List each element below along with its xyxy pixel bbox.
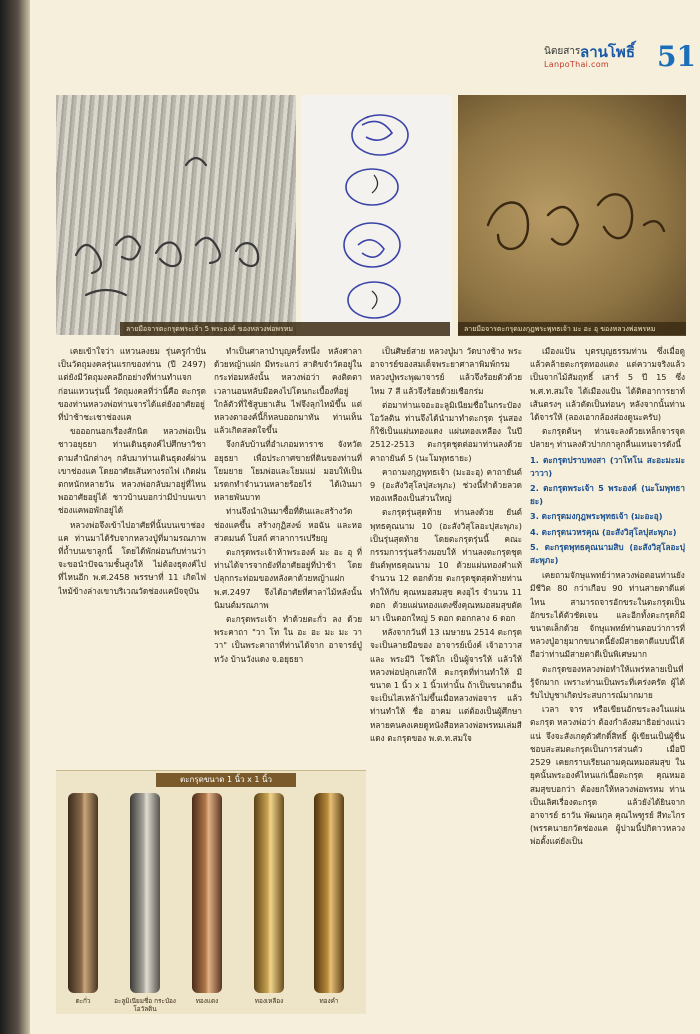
page-number: 51 <box>657 40 696 73</box>
sketch-drawing <box>302 95 452 335</box>
paragraph: ท่านจึงนำเงินมาซื้อที่ดินและสร้างวัดช่องแคขึ้น สร้างกุฏิสงฆ์ หอฉัน และหอสวดมนต์ โบสถ์ ศาลาการเปรียญ <box>214 506 362 543</box>
paragraph: คาถามงกุฎพุทธเจ้า (มะอะอุ) คาถายันต์ 9 (อะสังวิสุโลปุสะพุภะ) ช่วงนี้ทำด้วยลวดทองเหลืองเป็นส่วนใหญ่ <box>370 466 522 504</box>
caption-right: ลายมือจารตะกรุดมงกุฎพระพุทธเจ้า มะ อะ อุ ของหลวงพ่อพรหม <box>458 322 686 336</box>
rod-lead <box>68 793 98 993</box>
text-column-4 <box>530 345 685 1010</box>
paragraph: หลังจากวันที่ 13 เมษายน 2514 ตะกรุดจะเป็นลายมือของ อาจารย์เบ็งค์ เจ้าอาวาส และ พระมีวิ โชติโก เป็นผู้จารให้ แล้วให้หลวงพ่อปลุกเสกให้ ตะกรุดที่ท่านทำให้ มีขนาด 1 นิ้ว x 1 นิ้วเท่านั้น ถ้าเป็นขนาดอื่นจะเป็นไสเหล้าไม่ขึ้นเมื่อหลวงพ่อจาร แล้วท่านทำให้ ชื่อ อาคม แต่ต้องเป็นผู้ศึกษา หลายคนคงเคยดูหนังสือหลวงพ่อพรหมเล่มสีแดง ตะกรุดของ พ.ต.ท.สมใจ <box>370 627 522 743</box>
rod-copper <box>192 793 222 993</box>
paragraph: ตะกรุดพระเจ้าห้าพระองค์ มะ อะ อุ ที่ท่านได้จารจากยังที่อาศัยอยู่ที่ป่าช้า โดยปลุกกระท่อมของหลังคาด้วยหญ้าแฝก พ.ศ.2497 จึงได้อาศัยที่ศาลาไม้หลังนั้นนิมนต์มรณภาพ <box>214 547 362 610</box>
rod-brass <box>254 793 284 993</box>
magazine-label: นิตยสาร <box>544 46 581 57</box>
rod-label: ทองคำ <box>319 997 339 1005</box>
paragraph: เป็นศิษย์สาย หลวงปู่มา วัดบางช้าง พระอาจารย์ของสมเด็จพระยาศาลาพิมพ์กรมหลวงปู่พระพุฒาจารย์ แล้วจึงร้อยตัวด้วยไหม 7 สี แล้วจึงร้อยด้วยเชือกร่ม <box>370 346 522 396</box>
magazine-website: LanpoThai.com <box>544 60 610 69</box>
paragraph: ตะกรุดรุ่นสุดท้าย ท่านลงด้วย ยันต์พุทธคุณนาม 10 (อะสังวิสุโลอะปุสะพุภะ) เป็นรุ่นสุดท้าย โดยตะกรุดรุ่นนี้ คณะกรรมการรุ่นสร้างมอบให้ ท่านลงตะกรุดชุดยันต์พุทธคุณนาม 10 ด้วยแผ่นทองคำแท้จำนวน 12 ดอกด้วย ตะกรุดชุดสุดท้ายท่านทำให้กับ คุณหมอสมสุข คงอุไร จำนวน 11 ดอก ด้วยแผ่นทองแดงซึ่งคุณหมอสมสุขตัดมา เป็นดอกใหญ่ 5 ดอก ดอกกลาง 6 ดอก <box>370 507 522 624</box>
paragraph: จึงกลับบ้านที่อำเภอมหาราช จังหวัดอยุธยา เพื่อประกาศขายที่ดินของท่านที่โยมยาย โยมพ่อและโยมแม่ มอบให้เป็นมรดกทำจำนวนหลายร้อยไร่ ได้เงินมาหลายพันบาท <box>214 439 362 503</box>
paragraph: ตะกรุดต้นๆ ท่านจะลงด้วยเหล็กจารจุดปลายๆ ท่านลงตัวปากกาลูกลื่นแทนจารดังนี้ <box>530 426 685 450</box>
paragraph: เคยเข้าใจว่า แหวนลงยม รุ่นครูกำปั่น เป็นวัตถุมงคลรุ่นแรกของท่าน (ปี 2497) แต่ยังมีวัตถุมงคลอีกอย่างที่ท่านทำแจกก่อนแหวนรุ่นนี้ วัตถุมงคลที่ว่านี้คือ ตะกรุด ของท่านหลวงพ่อท่านจารได้แต่ยังอาศัยอยู่ที่ป่าช้าชะเชาช่องแค <box>58 346 206 423</box>
caption-left: ลายมือจารตะกรุดพระเจ้า 5 พระองค์ ของหลวงพ่อพรหม <box>120 322 450 336</box>
text-column-2 <box>214 345 362 760</box>
magazine-name: ลานโพธิ์ <box>580 43 635 61</box>
inscription-right-drawing <box>458 95 686 335</box>
book-spine <box>0 0 30 1034</box>
paragraph: ตะกรุดของหลวงพ่อทำให้แพร่หลายเป็นที่รู้จักมาก เพราะท่านเป็นพระที่เคร่งครัด ผู้ได้รับไปบูชาเกิดประสบการณ์มากมาย <box>530 663 685 701</box>
rod-aluminium <box>130 793 160 993</box>
paragraph: เมืองแป้น บุตรบุญธรรมท่าน ซึ่งเมื่อดูแล้วคล้ายตะกรุดทองแดง แต่ความจริงแล้วเป็นจากไม้สัมฤทธิ์ เสาร์ 5 ปี 15 ซึ่ง พ.ศ.ท.สมใจ ได้เมืองแป้น ได้ติดอาการยาท์เส้นตรงๆ แล้วตัดเป็นท่อนๆ หลังจากนั้นท่านได้จารให้ (ลองเอากล้องส่องดูนะครับ) <box>530 346 685 423</box>
inscription-photo-right <box>458 95 686 335</box>
inscription-sketch-center <box>302 95 452 335</box>
page-header <box>540 40 700 82</box>
rod-label: ทองเหลือง <box>254 997 284 1005</box>
rod-label: ทองแดง <box>195 997 219 1005</box>
inscription-left-drawing <box>56 95 296 335</box>
list-item: 5. ตะกรุดพุทธคุณนามสิบ (อะสังวิสุโลอะปุสะพุภะ) <box>530 541 685 566</box>
text-column-1 <box>58 345 206 775</box>
paragraph: เวลา จาร หรือเขียนอักขระลงในแผ่นตะกรุด หลวงพ่อว่า ต้องกำลังสมาธิอย่างแน่วแน่ จึงจะสังเกตุตัวศักดิ์สิทธิ์ ผู้เขียนเป็นผู้ชื่นชอบสะสมตะกรุดเป็นการส่วนตัว เมื่อปี 2529 เคยกราบเรียนถามคุณหมอสมสุข ในยุคนั้นพระองค์ไหนแก่เนื้อตะกรุด คุณหมอสมสุขบอกว่า ต้องยกให้หลวงพ่อพรหม ท่านเป็นเลิศเรื่องตะกรุด แล้วยังได้ยินจากอาจารย์ ธาวัน พัฒนกุล คุณไพฑูรย์ สีทะไกร (พรรคนายกวัดช่องแค ผู้ปามนิ้ปกิดาวหลวงพ่อตั้งแต่ยังเป็น <box>530 704 685 847</box>
list-item: 3. ตะกรุดมงกุฎพระพุทธเจ้า (มะอะอุ) <box>530 511 663 522</box>
list-item: 4. ตะกรุดนวหรคุณ (อะสังวิสุโลปุสะพุภะ) <box>530 526 677 537</box>
paragraph: ต่อมาท่านเจอะอะลูมิเนียมชื่อในกระป๋องโอวัลติน ท่านจึงได้นำมาทำตะกรุด รุ่นสองก็ใช้เป็นแผ่นทองแดง แผ่นทองเหลือง ในปี 2512-2513 ตะกรุดชุดต่อมาท่านลงด้วย คาถายันต์ 5 (นะโมพุทธายะ) <box>370 399 522 463</box>
rod-label: ตะกั่ว <box>75 997 91 1005</box>
takrut-rods-photo <box>56 770 366 1014</box>
inscription-photo-left <box>56 95 296 335</box>
paragraph: เคยถามจักษุแพทย์ว่าหลวงพ่อตอนท่านยังมีชีวิต 80 กว่าเกือบ 90 ท่านสายตาดีแค่ไหน สามารถจารอักขระในตะกรุดเป็นอักขระได้ตัวชัดเจน และอีกทั้งตะกรุดก็มีขนาดเล็กด้วย จักษุแพทย์ท่านตอบว่าการที่หลวงปู่อายุมากขนาดนี้ยังมีสายตาดีแบบนี้ได้ ถือว่าท่านมีสายตาดีเป็นพิเศษมาก <box>530 570 685 660</box>
rods-title: ตะกรุดขนาด 1 นิ้ว x 1 นิ้ว <box>156 773 296 787</box>
paragraph: ตะกรุดพระเจ้า ทำด้วยตะกั่ว ลง ด้วยพระคาถา "วา โท ใน อะ อะ มะ มะ วา วา" เป็นพระคาถาที่ท่านได้จาก อาจารย์ปู่หวัง บ้านวังแดง จ.อยุธยา <box>214 614 362 664</box>
list-item: 2. ตะกรุดพระเจ้า 5 พระองค์ (นะโมพุทธายะ) <box>530 483 685 507</box>
paragraph: หลวงพ่อจึงเข้าไปอาศัยที่นั้นบนเขาช่องแค ท่านมาได้รับจากหลวงปู่ที่มามรณภาพที่ถ้ำบนเขาลูกนี้ โดยได้พักผ่อนกับท่านว่า จะขอนำปัจฉามชั้นสูงให้ ไม่ต้องธุดงค์ไปที่ไหนอีก พ.ศ.2458 พรรษาที่ 11 เกิดไฟไหม้ข้างล่างเขาบริเวณวัดช่องแคปัจจุบัน <box>58 519 206 596</box>
takrut-list <box>530 454 685 568</box>
list-item: 1. ตะกรุดปราบหงสา (วาโทโน สะอะมะมะวาวา) <box>530 454 685 478</box>
rod-label: อะลูมิเนียมชื่อ กระป๋องโอวัลติน <box>114 997 176 1013</box>
paragraph: ขอออกนอกเรื่องสักนิด หลวงพ่อเป็นชาวอยุธยา ท่านเดินธุดงค์ไปศึกษาวิชาตามสำนักต่างๆ กลับมาท่านเดินธุดงค์ผ่านเขาช่องแค โดยอาศัยเส้นทางรถไฟ เกิดฝนตกหนักหลายวัน หลวงพ่อกลับมาอยู่ที่ไหนพออาศัยอยู่ได้ ชาวบ้านบอกว่ามีป่าบนเขาช่องแคพอพักอยู่ได้ <box>58 426 206 516</box>
rod-gold <box>314 793 344 993</box>
paragraph: ทำเป็นศาลาบำบุญครั้งหนึ่ง หลังศาลาด้วยหญ้าแฝก มีทระแกว่ สาดิขจำวัดอยู่ในกระท่อมหลังนั้น หลวงพ่อว่า คงติดตา เวลานอนหลับมือคงไปโดนกะเบื้องที่อยู่ใกล้ตัวที่ใช้สูบยาเส้น ไฟจึงลุกไหม้ขึ้น แต่หลวงตาองค์นี้ก็หลบออกมาทัน ท่านเห็นแล้วเกิดสลดใจขึ้น <box>214 346 362 436</box>
text-column-3 <box>370 345 522 1010</box>
